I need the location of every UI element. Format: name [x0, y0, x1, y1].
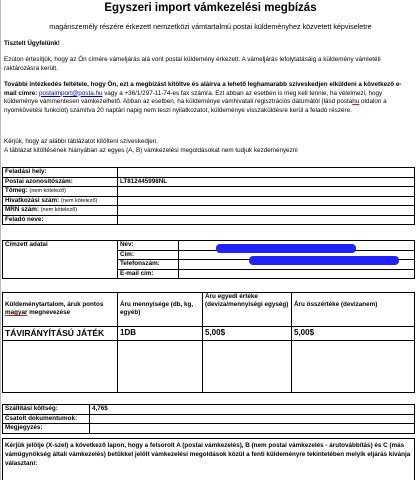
goods-quantity-header: Áru mennyisége (db, kg, egyéb) [118, 293, 203, 327]
goods-empty-cell[interactable] [118, 341, 203, 393]
recipient-label: Címzett adatai [3, 241, 118, 279]
greeting: Tisztelt Ügyfelünk! [4, 40, 60, 47]
goods-table [2, 292, 415, 393]
recipient-address-label: Cím: [118, 250, 179, 260]
goods-item-quantity[interactable]: 1DB [118, 327, 203, 341]
intro-paragraph: Ezúton értesítjük, hogy az Ön címére vámeljárás alá vont postai küldemény érkezett. A vámeljárás lefolytatásáig a küldemény vámletéti raktározásra került. [4, 56, 381, 72]
shipping-cost-label: Szállítási költség: [3, 405, 90, 415]
sender-value[interactable] [118, 168, 415, 178]
instruction-hu: hu [352, 98, 360, 106]
instruction-bold: További intézkedés feltétele, hogy Ön, ezt a megbízást kitöltve és aláírva a lehető leghamarabb szíveskedjen elküldeni a következő e-mail címre: [4, 81, 402, 97]
goods-total-value-header: Áru összértéke (devizanem) [292, 293, 415, 327]
redaction-mark [249, 256, 399, 265]
recipient-email-label: E-mail cím: [118, 269, 179, 279]
goods-empty-cell[interactable] [3, 341, 118, 393]
goods-empty-cell[interactable] [203, 341, 292, 393]
attached-docs-label: Csatolt dokumentumok: [3, 414, 90, 424]
instruction-paragraph [4, 81, 414, 115]
instruction-rest: vagy a +36/1/297-11-74-es fax számra. Ezt abban az esetben is meg kell tennie, ha vélelmezi, hogy küldeménye vámmentesen vámkezelhető. Abban az esetben, ha küldeménye vámhivatali regisztrációs dátumától (lásd posta [4, 89, 383, 106]
recipient-phone-label: Telefonszám: [118, 260, 179, 270]
remarks-label: Megjegyzés: [3, 424, 90, 434]
tracking-label: Postai azonosítószám: [3, 177, 118, 187]
recipient-name-label: Név: [118, 241, 179, 251]
procedure-choice-note: Kérjük jelölje (X-szel) a következő lapon, hogy a felsorolt A (postai vámkezelés), B (nem postai vámkezelés - árutovábbítás) és C (más vámügynökség általi vámkezelés) betűkkel jelölt vámkezelési megoldások közül a fenti küldeményre tekintetében melyik eljárás kívánja választani: [2, 438, 415, 480]
page-subtitle: magánszemély részére érkezett nemzetközi vámtartalmú postai küldeményhez közvetett képviseletre [49, 22, 372, 31]
remarks-value[interactable] [90, 424, 415, 434]
warning-text: A táblázat kitöltésének hiányában az egyes (A, B) vámkezelési megoldásokat nem tudjuk kezdeményezni [4, 147, 298, 154]
ref-value[interactable] [118, 196, 415, 206]
request-text: Kérjük, hogy az alábbi táblázatot kitölteni szíveskedjen. [4, 138, 159, 145]
attached-docs-value[interactable] [90, 414, 415, 424]
weight-value[interactable] [118, 187, 415, 197]
shipper-value[interactable] [118, 215, 415, 225]
goods-description-header: Küldeménytartalom, áruk pontos magyar megnevezése [3, 293, 118, 327]
mrn-label: MRN szám: (nem kötelező) [3, 206, 118, 216]
goods-item-total-value[interactable]: 5,00$ [292, 327, 415, 341]
shipping-cost-value[interactable]: 4,76$ [90, 405, 415, 415]
tracking-value[interactable]: LT812445998NL [118, 177, 415, 187]
mrn-value[interactable] [118, 206, 415, 216]
email-link[interactable]: postaimport@posta.hu [39, 89, 103, 97]
redaction-mark [216, 244, 356, 253]
sender-label: Feladási hely: [3, 168, 118, 178]
instruction-end: oldalon a nyomkövetési funkciót) számítva 20 naptári napig nem teszi nyilatkozatot, küldeménye visszaküldésre kerül a feladó részére. [4, 98, 387, 114]
summary-table [2, 404, 415, 434]
shipper-label: Feladó neve: [3, 215, 118, 225]
recipient-email-value[interactable] [179, 269, 415, 279]
goods-unit-value-header: Áru egyedi értéke (deviza/mennyiségi egység) [203, 293, 292, 327]
goods-empty-cell[interactable] [292, 341, 415, 393]
shipment-details-table [2, 167, 415, 225]
ref-label: Hivatkozási szám: (nem kötelező) [3, 196, 118, 206]
weight-label: Tömeg: (nem kötelező) [3, 187, 118, 197]
goods-item-unit-value[interactable]: 5,00$ [203, 327, 292, 341]
goods-item-name[interactable]: TÁVIRÁNYÍTÁSÚ JÁTÉK [3, 327, 118, 341]
page-title: Egyszeri import vámkezelési megbízás [104, 2, 317, 14]
